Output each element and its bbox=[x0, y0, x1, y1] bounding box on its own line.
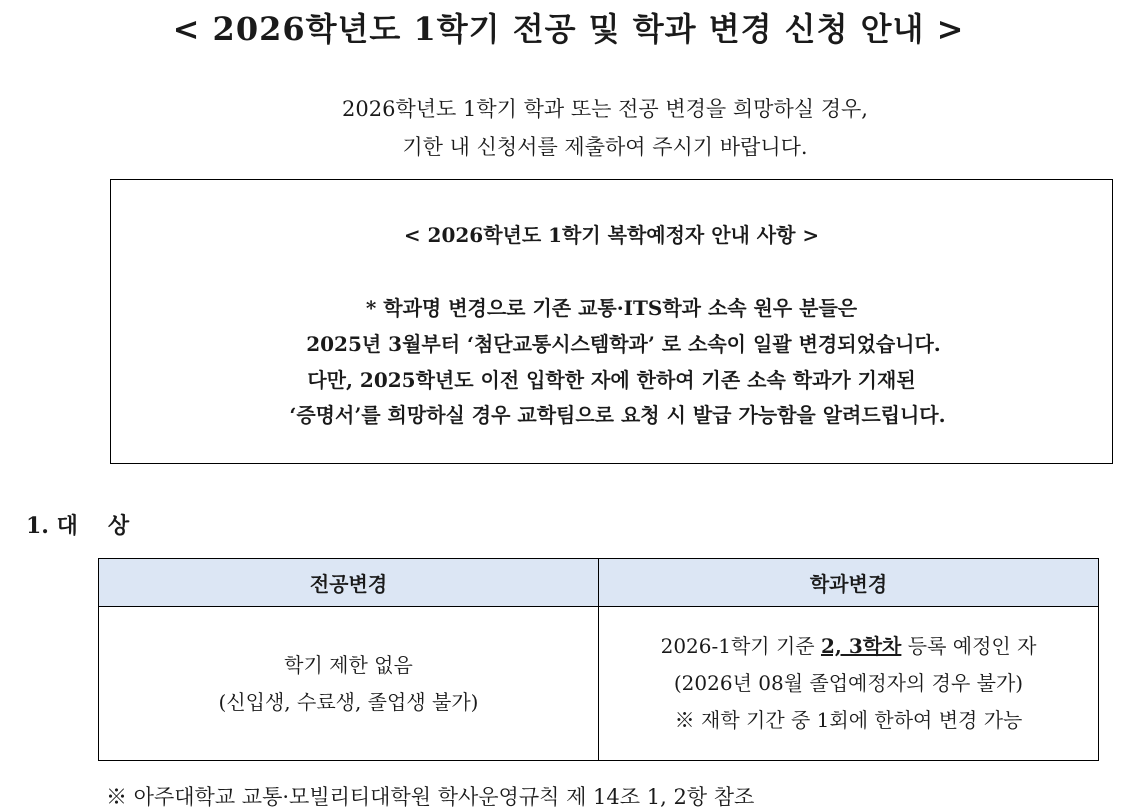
section-number: 1. bbox=[26, 513, 49, 539]
notice-line-2: 2025년 3월부터 ‘첨단교통시스템학과’ 로 소속이 일괄 변경되었습니다. bbox=[306, 332, 941, 356]
notice-line-1: * 학과명 변경으로 기존 교통·ITS학과 소속 원우 분들은 bbox=[365, 296, 858, 320]
notice-line-3: 다만, 2025학년도 이전 입학한 자에 한하여 기존 소속 학과가 기재된 bbox=[307, 368, 916, 392]
header-major-change: 전공변경 bbox=[99, 559, 599, 607]
page-title: < 2026학년도 1학기 전공 및 학과 변경 신청 안내 > bbox=[172, 10, 965, 48]
dept-change-line-1-post: 등록 예정인 자 bbox=[901, 634, 1037, 658]
dept-change-line-3: ※ 재학 기간 중 1회에 한하여 변경 가능 bbox=[674, 708, 1023, 732]
dept-change-line-1-pre: 2026-1학기 기준 bbox=[660, 634, 821, 658]
intro-line-2: 기한 내 신청서를 제출하여 주시기 바랍니다. bbox=[402, 135, 808, 159]
table-header-row bbox=[99, 559, 1099, 607]
dept-change-line-1 bbox=[599, 628, 1098, 665]
eligibility-table bbox=[98, 558, 1099, 761]
section-heading-target bbox=[26, 509, 129, 540]
major-change-cell bbox=[99, 607, 599, 761]
header-dept-change: 학과변경 bbox=[599, 559, 1099, 607]
footnote: ※ 아주대학교 교통·모빌리티대학원 학사운영규칙 제 14조 1, 2항 참조 bbox=[106, 785, 755, 809]
notice-line-4: ‘증명서’를 희망하실 경우 교학팀으로 요청 시 발급 가능함을 알려드립니다. bbox=[289, 403, 946, 427]
dept-change-line-2: (2026년 08월 졸업예정자의 경우 불가) bbox=[673, 671, 1024, 695]
major-change-line-2: (신입생, 수료생, 졸업생 불가) bbox=[218, 689, 479, 714]
notice-box bbox=[110, 179, 1113, 464]
semester-emphasis: 2, 3학차 bbox=[820, 634, 902, 658]
dept-change-cell bbox=[599, 607, 1099, 761]
major-change-line-1: 학기 제한 없음 bbox=[284, 652, 413, 677]
table-row bbox=[99, 607, 1099, 761]
intro-line-1: 2026학년도 1학기 학과 또는 전공 변경을 희망하실 경우, bbox=[342, 97, 868, 121]
section-label-b: 상 bbox=[107, 513, 130, 539]
notice-heading: < 2026학년도 1학기 복학예정자 안내 사항 > bbox=[403, 223, 820, 247]
section-label-a: 대 bbox=[56, 513, 78, 539]
